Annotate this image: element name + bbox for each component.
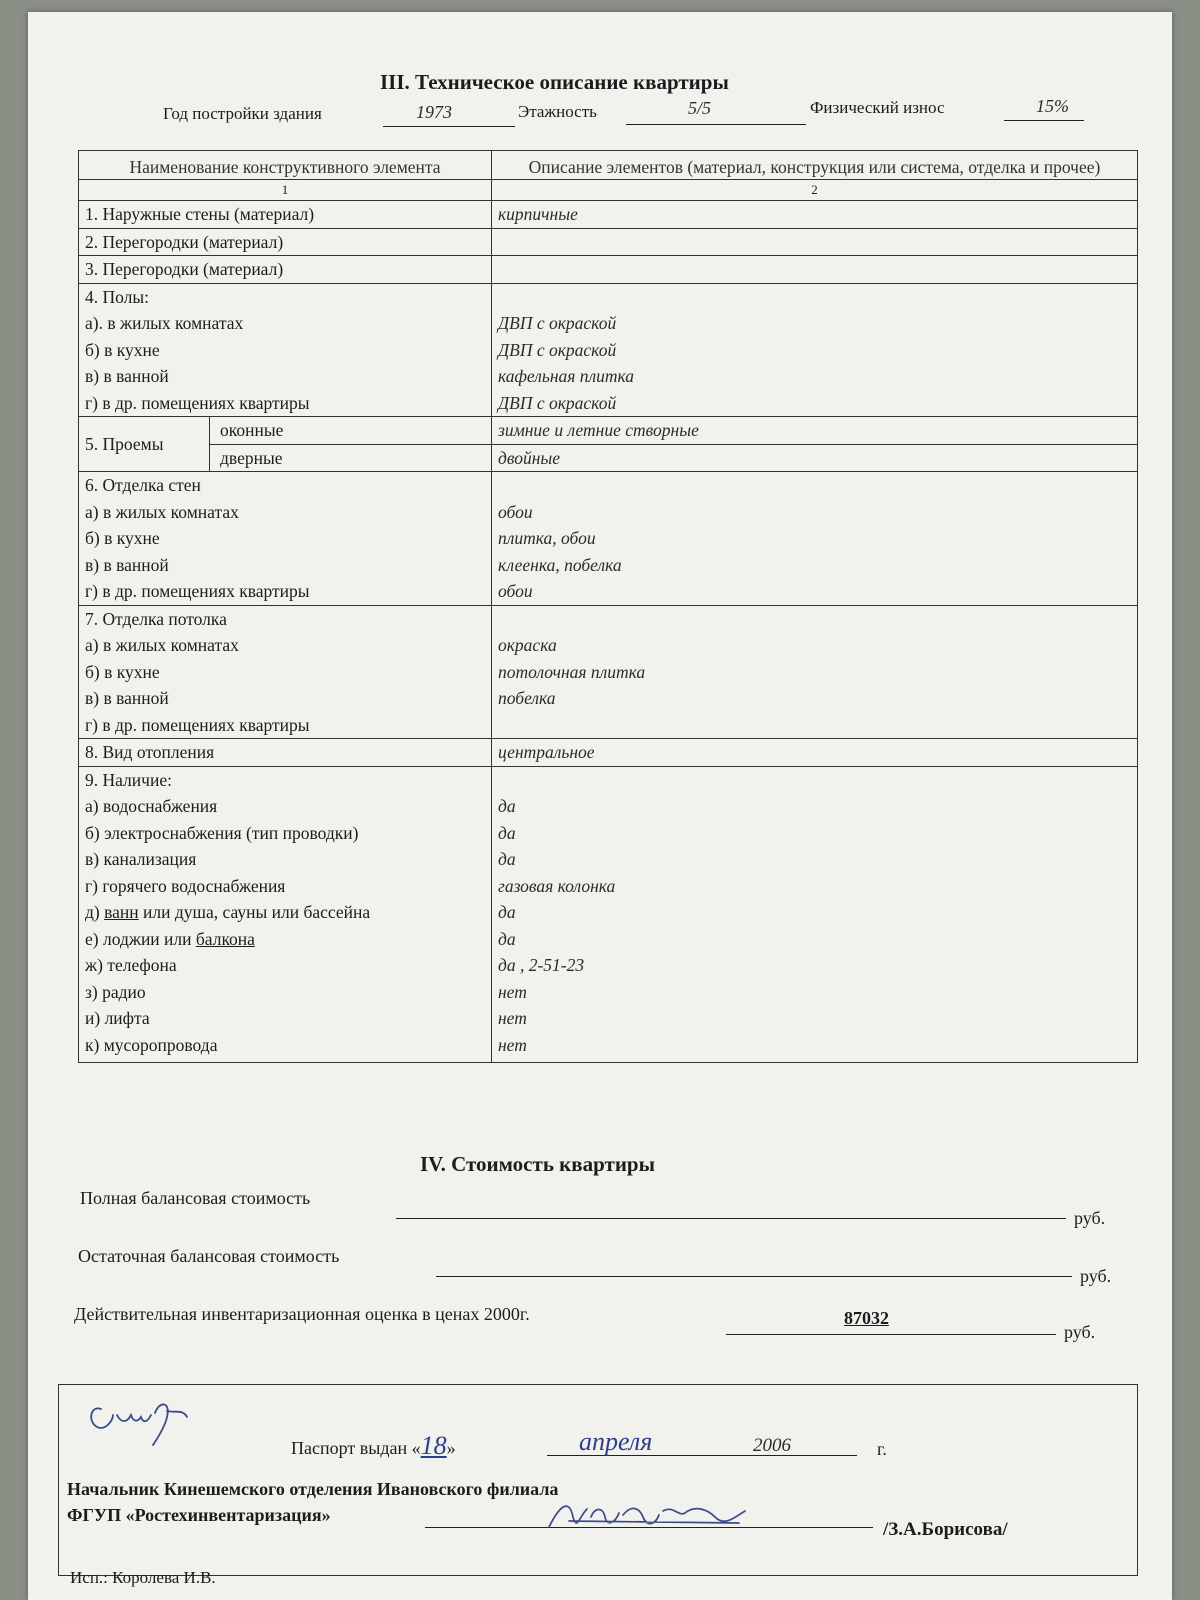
section4-title: IV. Стоимость квартиры (420, 1152, 656, 1176)
full-cost-currency: руб. (1074, 1208, 1106, 1228)
wear-value: 15% (1036, 96, 1069, 116)
floors-value: 5/5 (688, 98, 712, 118)
floors-item-label: г) в др. помещениях квартиры (85, 392, 310, 413)
residual-cost-currency: руб. (1080, 1266, 1112, 1286)
ceiling-item-value: окраска (498, 635, 557, 655)
table-row (79, 256, 1138, 284)
col1-header: Наименование конструктивного элемента (79, 151, 492, 180)
table-number-row (79, 180, 1138, 201)
openings-window-label: оконные (210, 417, 492, 444)
ceiling-title: 7. Отделка потолка (85, 608, 227, 629)
issued-year: 2006 (753, 1435, 791, 1456)
year-value: 1973 (416, 102, 452, 122)
ceiling-item-label: г) в др. помещениях квартиры (85, 714, 310, 735)
openings-values (492, 417, 1138, 472)
row-label: 2. Перегородки (материал) (79, 228, 492, 256)
full-cost-underline (396, 1218, 1066, 1219)
heating-label: 8. Вид отопления (79, 739, 492, 767)
technical-description-table (78, 150, 1138, 1063)
actual-cost-label: Действительная инвентаризационная оценка в ценах 2000г. (74, 1304, 530, 1324)
handwritten-signature-chief-icon (539, 1487, 799, 1543)
floors-underline (626, 124, 806, 125)
passport-box (58, 1384, 1138, 1576)
floors-labels (79, 283, 492, 417)
table-row (79, 201, 1138, 229)
issued-day: 18 (420, 1431, 447, 1460)
ceiling-item-label: б) в кухне (85, 661, 160, 682)
presence-labels (79, 766, 492, 1063)
openings-door-value: двойные (498, 447, 561, 468)
presence-item-value: газовая колонка (498, 875, 616, 896)
year-label: Год постройки здания (163, 104, 322, 123)
issued-month: апреля (579, 1427, 653, 1456)
walls-title: 6. Отделка стен (85, 475, 201, 495)
residual-cost-label: Остаточная балансовая стоимость (78, 1246, 340, 1266)
row-label: 3. Перегородки (материал) (79, 256, 492, 284)
residual-cost-underline (436, 1276, 1072, 1277)
floors-title: 4. Полы: (85, 286, 150, 307)
presence-item-value: да , 2-51-23 (498, 955, 585, 975)
walls-item-label: б) в кухне (85, 528, 160, 548)
floors-item-value: кафельная плитка (498, 366, 635, 386)
openings-door-label: дверные (220, 447, 283, 468)
walls-values (492, 472, 1138, 606)
presence-item-value: нет (498, 1008, 527, 1028)
presence-item-value: да (498, 849, 516, 869)
presence-item-label: ж) телефона (85, 955, 177, 975)
walls-item-label: а) в жилых комнатах (85, 501, 239, 522)
presence-item-label: г) горячего водоснабжения (85, 875, 286, 896)
presence-item-value: нет (498, 981, 527, 1002)
chief-line2: ФГУП «Ростехинвентаризация» (67, 1505, 331, 1525)
col2-header: Описание элементов (материал, конструкция или система, отделка и прочее) (492, 151, 1138, 180)
openings-title: 5. Проемы (79, 417, 210, 471)
presence-item-label: и) лифта (85, 1008, 150, 1028)
walls-item-value: обои (498, 501, 533, 522)
presence-item-value: да (498, 822, 516, 843)
ceiling-labels (79, 605, 492, 739)
presence-item-value: да (498, 902, 516, 922)
walls-item-value: плитка, обои (498, 528, 596, 548)
presence-item-label: в) канализация (85, 849, 197, 869)
floors-label: Этажность (518, 102, 597, 121)
handwritten-signature-left-icon (83, 1391, 213, 1451)
floors-row (79, 283, 1138, 417)
full-cost-label: Полная балансовая стоимость (80, 1188, 311, 1208)
presence-item-value: да (498, 796, 516, 816)
ceiling-item-label: в) в ванной (85, 688, 169, 708)
ceiling-item-value: потолочная плитка (498, 661, 646, 682)
row-value (492, 256, 1138, 284)
openings-window-value: зимние и летние створные (492, 417, 1137, 445)
floors-item-value: ДВП с окраской (498, 313, 617, 333)
section3-title: III. Техническое описание квартиры (380, 70, 729, 94)
openings-row (79, 417, 1138, 472)
row-value (492, 228, 1138, 256)
walls-item-label: г) в др. помещениях квартиры (85, 581, 310, 601)
issued-year-suffix: г. (877, 1439, 887, 1459)
ceiling-item-label: а) в жилых комнатах (85, 635, 239, 655)
presence-item-label: з) радио (85, 981, 146, 1002)
row-value: кирпичные (492, 201, 1138, 229)
actual-cost-value: 87032 (844, 1308, 889, 1328)
ceiling-item-value: побелка (498, 688, 556, 708)
presence-item-label: а) водоснабжения (85, 796, 218, 816)
actual-cost-underline (726, 1334, 1056, 1335)
floors-item-value: ДВП с окраской (498, 392, 617, 413)
table-row (79, 228, 1138, 256)
presence-item-label: б) электроснабжения (тип проводки) (85, 822, 359, 843)
presence-item-value: да (498, 928, 516, 949)
heating-value: центральное (492, 739, 1138, 767)
presence-item-label: д) ванн или душа, сауны или бассейна (85, 902, 371, 922)
wear-underline (1004, 120, 1084, 121)
issued-label: Паспорт выдан «18» (291, 1431, 456, 1460)
chief-line1: Начальник Кинешемского отделения Ивановского филиала (67, 1479, 559, 1499)
walls-labels (79, 472, 492, 606)
col2-number: 2 (492, 180, 1138, 201)
walls-item-value: обои (498, 581, 533, 601)
openings-labels (79, 417, 492, 472)
presence-title: 9. Наличие: (85, 769, 172, 790)
floors-values (492, 283, 1138, 417)
walls-row (79, 472, 1138, 606)
executor: Исп.: Королева И.В. (70, 1568, 216, 1587)
heating-row (79, 739, 1138, 767)
presence-item-label: е) лоджии или балкона (85, 928, 255, 949)
walls-item-label: в) в ванной (85, 554, 169, 575)
row-label: 1. Наружные стены (материал) (79, 201, 492, 229)
floors-item-value: ДВП с окраской (498, 339, 617, 360)
year-underline (383, 126, 515, 127)
walls-item-value: клеенка, побелка (498, 554, 622, 575)
presence-item-label: к) мусоропровода (85, 1034, 218, 1055)
floors-item-label: б) в кухне (85, 339, 160, 360)
presence-values (492, 766, 1138, 1063)
presence-row (79, 766, 1138, 1063)
ceiling-values (492, 605, 1138, 739)
document-page (28, 12, 1172, 1600)
floors-item-label: в) в ванной (85, 366, 169, 386)
table-header-row (79, 151, 1138, 180)
col1-number: 1 (79, 180, 492, 201)
wear-label: Физический износ (810, 98, 945, 117)
ceiling-row (79, 605, 1138, 739)
floors-item-label: а). в жилых комнатах (85, 313, 244, 333)
chief-name: /З.А.Борисова/ (883, 1519, 1008, 1540)
actual-cost-currency: руб. (1064, 1322, 1096, 1342)
presence-item-value: нет (498, 1034, 527, 1055)
